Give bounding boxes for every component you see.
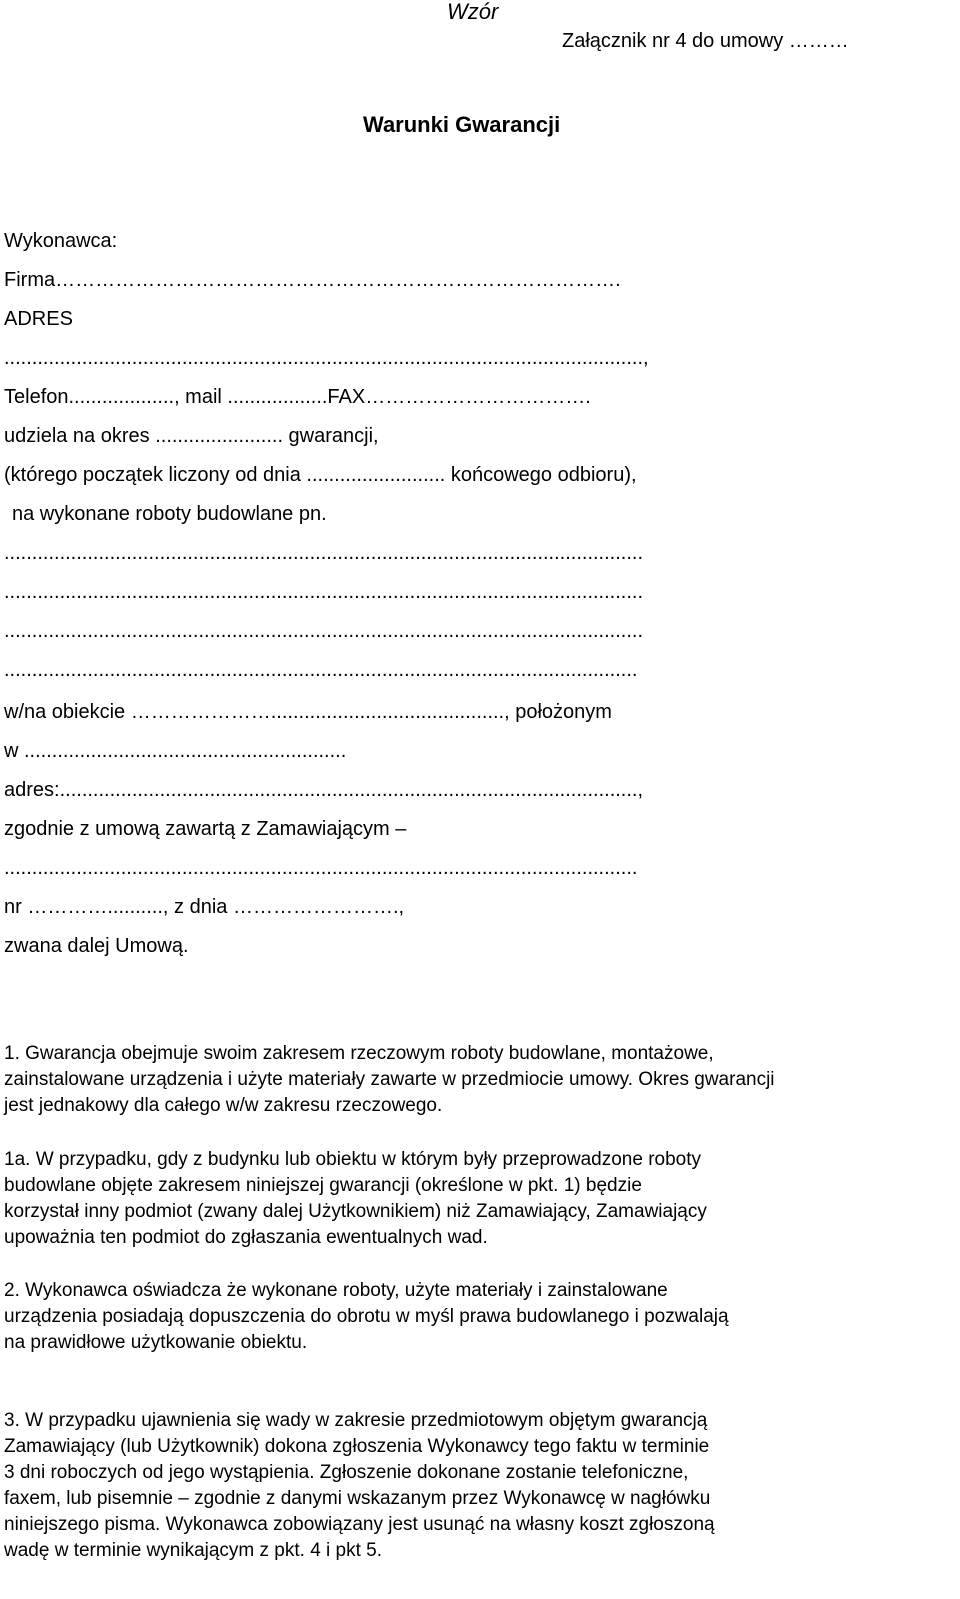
adres2-line: adres:........................................................................................................, bbox=[4, 779, 644, 801]
attachment-label: Załącznik nr 4 do umowy ……… bbox=[562, 30, 849, 52]
paragraph-line: 1a. W przypadku, gdy z budynku lub obiektu w którym były przeprowadzone roboty bbox=[4, 1149, 702, 1170]
paragraph-line: Zamawiający (lub Użytkownik) dokona zgłoszenia Wykonawcy tego faktu w terminie bbox=[4, 1436, 710, 1457]
telefon-line: Telefon..................., mail ..................FAX……………………………. bbox=[4, 386, 591, 408]
dots-line-2: ................................................................................................................... bbox=[4, 581, 644, 603]
roboty-line: na wykonane roboty budowlane pn. bbox=[12, 503, 327, 525]
wzor-label: Wzór bbox=[447, 0, 499, 24]
paragraph-line: 3. W przypadku ujawnienia się wady w zakresie przedmiotowym objętym gwarancją bbox=[4, 1410, 708, 1431]
dots-line-3: ................................................................................................................... bbox=[4, 620, 644, 642]
paragraph-line: 3 dni roboczych od jego wystąpienia. Zgłoszenie dokonane zostanie telefoniczne, bbox=[4, 1462, 689, 1483]
paragraph-line: zainstalowane urządzenia i użyte materiały zawarte w przedmiocie umowy. Okres gwarancji bbox=[4, 1069, 775, 1090]
paragraph-line: korzystał inny podmiot (zwany dalej Użytkownikiem) niż Zamawiający, Zamawiający bbox=[4, 1201, 707, 1222]
paragraph-line: na prawidłowe użytkowanie obiektu. bbox=[4, 1332, 308, 1353]
paragraph-line: urządzenia posiadają dopuszczenia do obrotu w myśl prawa budowlanego i pozwalają bbox=[4, 1306, 729, 1327]
poczatek-line: (którego początek liczony od dnia ......................... końcowego odbioru), bbox=[4, 464, 637, 486]
obiekt-line: w/na obiekcie ………………….........................................., położonym bbox=[4, 701, 612, 723]
paragraph-1a bbox=[4, 1147, 904, 1251]
dots-line-5: .................................................................................................................. bbox=[4, 857, 638, 879]
w-line: w .......................................................... bbox=[4, 740, 347, 762]
paragraph-line: 1. Gwarancja obejmuje swoim zakresem rzeczowym roboty budowlane, montażowe, bbox=[4, 1043, 714, 1064]
paragraph-line: niniejszego pisma. Wykonawca zobowiązany jest usunąć na własny koszt zgłoszoną bbox=[4, 1514, 715, 1535]
paragraph-line: budowlane objęte zakresem niniejszej gwarancji (określone w pkt. 1) będzie bbox=[4, 1175, 642, 1196]
adres-dots: ..................................................................................................................., bbox=[4, 347, 649, 369]
paragraph-line: upoważnia ten podmiot do zgłaszania ewentualnych wad. bbox=[4, 1227, 488, 1248]
paragraph-line: jest jednakowy dla całego w/w zakresu rzeczowego. bbox=[4, 1095, 443, 1116]
dots-line-4: .................................................................................................................. bbox=[4, 659, 638, 681]
paragraph-line: faxem, lub pisemnie – zgodnie z danymi wskazanym przez Wykonawcę w nagłówku bbox=[4, 1488, 711, 1509]
paragraph-1 bbox=[4, 1041, 904, 1119]
wykonawca-label: Wykonawca: bbox=[4, 230, 118, 252]
firma-line: Firma…………………………………………………………………………. bbox=[4, 269, 621, 291]
paragraph-line: wadę w terminie wynikającym z pkt. 4 i pkt 5. bbox=[4, 1540, 383, 1561]
zwana-line: zwana dalej Umową. bbox=[4, 935, 189, 957]
okres-line: udziela na okres ....................... gwarancji, bbox=[4, 425, 379, 447]
adres-label: ADRES bbox=[4, 308, 73, 330]
paragraph-3 bbox=[4, 1408, 904, 1564]
paragraph-line: 2. Wykonawca oświadcza że wykonane roboty, użyte materiały i zainstalowane bbox=[4, 1280, 668, 1301]
document-title: Warunki Gwarancji bbox=[363, 112, 561, 137]
dots-line-1: ................................................................................................................... bbox=[4, 542, 644, 564]
paragraph-2 bbox=[4, 1278, 904, 1356]
nr-line: nr ………….........., z dnia ……………………., bbox=[4, 896, 405, 918]
umowa-line: zgodnie z umową zawartą z Zamawiającym – bbox=[4, 818, 407, 840]
